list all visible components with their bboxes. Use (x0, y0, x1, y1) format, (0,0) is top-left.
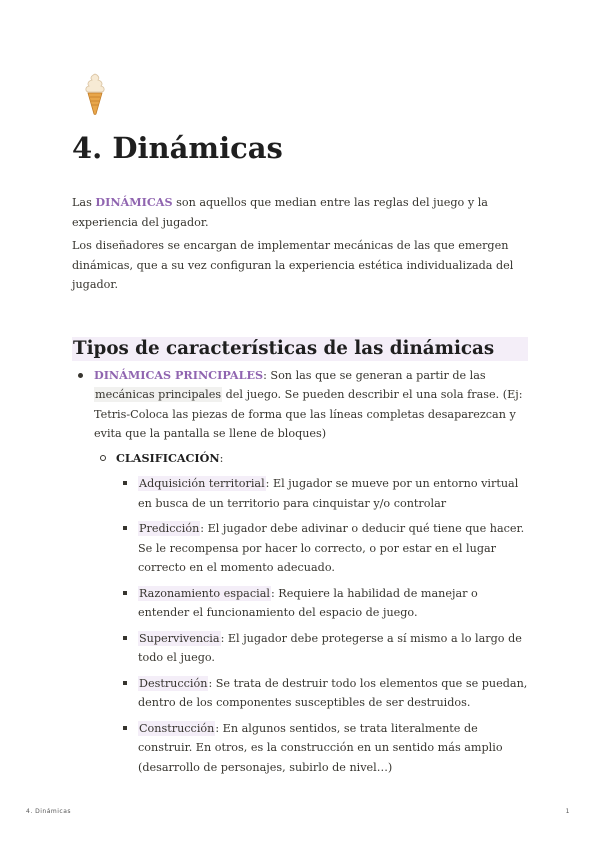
square-bullet-icon (123, 481, 127, 485)
square-bullet-icon (123, 591, 127, 595)
disc-bullet-icon (78, 373, 83, 378)
principales-label: DINÁMICAS PRINCIPALES (94, 367, 264, 382)
intro-paragraph-2: Los diseñadores se encargan de implementar mecánicas de las que emergen dinámicas, que a su vez configuran la experiencia estética individualizada del jugador. (72, 239, 514, 291)
dinamicas-highlight: DINÁMICAS (95, 195, 173, 209)
classification-item (116, 584, 528, 623)
square-bullet-icon (123, 681, 127, 685)
clasificacion-label: CLASIFICACIÓN (116, 450, 220, 465)
classification-text: : El jugador debe protegerse a sí mismo a lo largo de todo el juego. (138, 631, 522, 664)
classification-item (116, 519, 528, 578)
soft-serve-icon (82, 72, 108, 116)
classification-term: Destrucción (139, 676, 208, 690)
classification-term: Supervivencia (139, 631, 220, 645)
classification-term: Razonamiento espacial (139, 586, 270, 600)
circle-bullet-icon (100, 455, 106, 461)
square-bullet-icon (123, 726, 127, 730)
main-list (72, 366, 528, 778)
page-content (72, 72, 528, 783)
list-item-clasificacion: CLASIFICACIÓN: Adquisición territorial: El jugador se mueve por un entorno virtual en busca de un territorio para cinquistar y/o controlar Predicción: El jugador debe adivinar o deducir qué tiene que hacer. Se le recompensa por hacer lo correcto, o por estar en el lugar correcto en el momento adecuado. Razonamiento espacial: Requiere la habilidad de manejar o entender el funcionamiento del espacio de juego. Supervivencia: El jugador debe protegerse a sí mismo a lo largo de todo el juego. Destrucción: Se trata de destruir todo los elementos que se puedan, dentro de los componentes susceptibles de ser destruidos. Construcción: En algunos sentidos, se trata literalmente de construir. En otros, es la construcción en un sentido más amplio (desarrollo de personajes, subirlo de nivel…) (94, 449, 528, 778)
classification-item (116, 474, 528, 513)
list-item-principales: DINÁMICAS PRINCIPALES: Son las que se generan a partir de las mecánicas principales del juego. Se pueden describir el una sola frase. (Ej: Tetris-Coloca las piezas de forma que las líneas completas desaparezcan y evita que la pantalla se llene de bloques) CLASIFICACIÓN: Adquisición territorial: El jugador se mueve por un entorno virtual en busca de un territorio para cinquistar y/o controlar Predicción: El jugador debe adivinar o deducir qué tiene que hacer. Se le recompensa por hacer lo correcto, o por estar en el lugar correcto en el momento adecuado. Razonamiento espacial: Requiere la habilidad de manejar o entender el funcionamiento del espacio de juego. Supervivencia: El jugador debe protegerse a sí mismo a lo largo de todo el juego. Destrucción: Se trata de destruir todo los elementos que se puedan, dentro de los componentes susceptibles de ser destruidos. Construcción: En algunos sentidos, se trata literalmente de construir. En otros, es la construcción en un sentido más amplio (desarrollo de personajes, subirlo de nivel…) (72, 366, 528, 778)
sub-list (94, 449, 528, 778)
footer-title: 4. Dinámicas (26, 808, 72, 815)
intro-paragraph-1: Las DINÁMICAS son aquellos que median entre las reglas del juego y la experiencia del jugador. (72, 195, 488, 229)
classification-term: Predicción (139, 522, 200, 535)
classification-text: : El jugador se mueve por un entorno virtual en busca de un territorio para cinquistar y/o controlar (138, 477, 519, 510)
classification-text: : El jugador debe adivinar o deducir qué tiene que hacer. Se le recompensa por hacer lo correcto, o por estar en el lugar correcto en el momento adecuado. (138, 522, 525, 574)
classification-text: : Requiere la habilidad de manejar o entender el funcionamiento del espacio de juego. (138, 586, 478, 619)
classification-term: Construcción (139, 721, 215, 735)
classification-list (116, 474, 528, 777)
page-title: 4. Dinámicas (72, 131, 283, 165)
mecanicas-highlight: mecánicas principales (95, 388, 222, 401)
square-bullet-icon (123, 526, 127, 530)
classification-item (116, 629, 528, 668)
classification-term: Adquisición territorial (139, 477, 265, 490)
square-bullet-icon (123, 636, 127, 640)
footer-page-number: 1 (565, 808, 570, 815)
classification-text: : En algunos sentidos, se trata literalmente de construir. En otros, es la construcción en un sentido más amplio (desarrollo de personajes, subirlo de nivel…) (138, 721, 503, 774)
classification-text: : Se trata de destruir todo los elementos que se puedan, dentro de los componentes susceptibles de ser destruidos. (138, 676, 528, 709)
classification-item (116, 719, 528, 778)
section-heading: Tipos de características de las dinámicas (72, 337, 528, 361)
classification-item (116, 674, 528, 713)
